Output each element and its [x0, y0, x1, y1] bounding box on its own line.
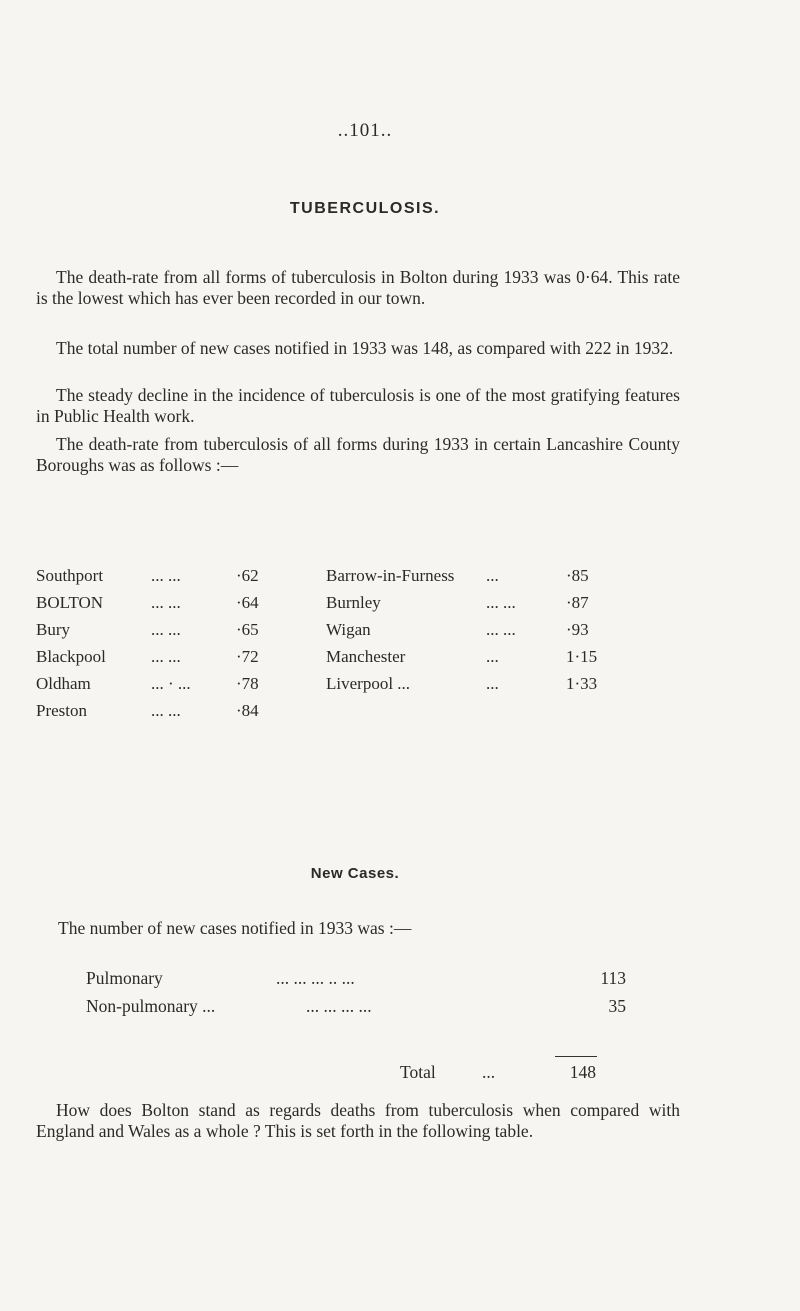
case-count: 113	[600, 968, 626, 988]
borough-name: Burnley	[326, 593, 381, 612]
death-rate-value: ·87	[566, 593, 589, 612]
total-value: 148	[569, 1062, 596, 1082]
leader-dots: ... ...	[151, 593, 181, 612]
borough-name: Manchester	[326, 647, 406, 666]
leader-dots: ... ...	[486, 620, 516, 639]
death-rate-table	[36, 566, 656, 728]
death-rate-value: ·62	[236, 566, 259, 585]
case-count: 35	[608, 996, 626, 1016]
leader-dots: ... ... ... ...	[306, 996, 372, 1016]
table-row	[36, 647, 656, 674]
death-rate-value: 1·15	[566, 647, 598, 666]
case-type-label: Pulmonary	[86, 968, 163, 988]
paragraph-new-cases: The total number of new cases notified in 1933 was 148, as compared with 222 in 1932.	[56, 338, 674, 358]
death-rate-value: ·65	[236, 620, 259, 639]
borough-name: Bury	[36, 620, 70, 639]
death-rate-value: ·72	[236, 647, 259, 666]
borough-name: Southport	[36, 566, 104, 585]
leader-dots: ... ... ... .. ...	[276, 968, 355, 988]
total-rule	[555, 1056, 597, 1057]
paragraph-death-rate: The death-rate from all forms of tuberculosis in Bolton during 1933 was 0·64. This rate is the lowest which has ever been recorded in our town.	[36, 267, 680, 308]
leader-dots: ... ...	[151, 647, 181, 666]
death-rate-value: ·78	[236, 674, 259, 693]
death-rate-value: 1·33	[566, 674, 598, 693]
borough-name: Preston	[36, 701, 87, 720]
table-row	[36, 620, 656, 647]
leader-dots: ...	[486, 647, 499, 666]
borough-name: Liverpool ...	[326, 674, 411, 693]
paragraph-decline: The steady decline in the incidence of tuberculosis is one of the most gratifying features in Public Health work.	[36, 385, 680, 426]
leader-dots: ... ...	[151, 701, 181, 720]
leader-dots: ...	[482, 1062, 496, 1082]
death-rate-value: ·85	[566, 566, 589, 585]
death-rate-value: ·93	[566, 620, 589, 639]
leader-dots: ...	[486, 674, 499, 693]
section-subtitle: New Cases.	[310, 865, 400, 882]
death-rate-value: ·64	[236, 593, 259, 612]
borough-name: Barrow-in-Furness	[326, 566, 455, 585]
table-row	[86, 996, 626, 1024]
borough-name: BOLTON	[36, 593, 104, 612]
borough-name: Oldham	[36, 674, 91, 693]
leader-dots: ...	[486, 566, 499, 585]
leader-dots: ... ...	[486, 593, 516, 612]
case-type-label: Non-pulmonary ...	[86, 996, 216, 1016]
page-title: TUBERCULOSIS.	[289, 200, 441, 217]
paragraph-closing: How does Bolton stand as regards deaths from tuberculosis when compared with England and Wales as a whole ? This is set forth in the following table.	[36, 1100, 680, 1141]
borough-name: Wigan	[326, 620, 371, 639]
leader-dots: ... ...	[151, 620, 181, 639]
table-row	[36, 566, 656, 593]
paragraph-boroughs-intro: The death-rate from tuberculosis of all forms during 1933 in certain Lancashire County Boroughs was as follows :—	[36, 434, 680, 475]
table-row	[36, 593, 656, 620]
leader-dots: ... · ...	[151, 674, 191, 693]
leader-dots: ... ...	[151, 566, 181, 585]
table-row	[36, 674, 656, 701]
new-cases-table	[86, 968, 626, 1024]
page-number: ..101..	[337, 120, 393, 141]
total-label: Total	[400, 1062, 436, 1082]
table-row	[36, 701, 656, 728]
death-rate-value: ·84	[236, 701, 259, 720]
table-row	[86, 968, 626, 996]
borough-name: Blackpool	[36, 647, 106, 666]
new-cases-intro: The number of new cases notified in 1933 was :—	[58, 918, 412, 938]
